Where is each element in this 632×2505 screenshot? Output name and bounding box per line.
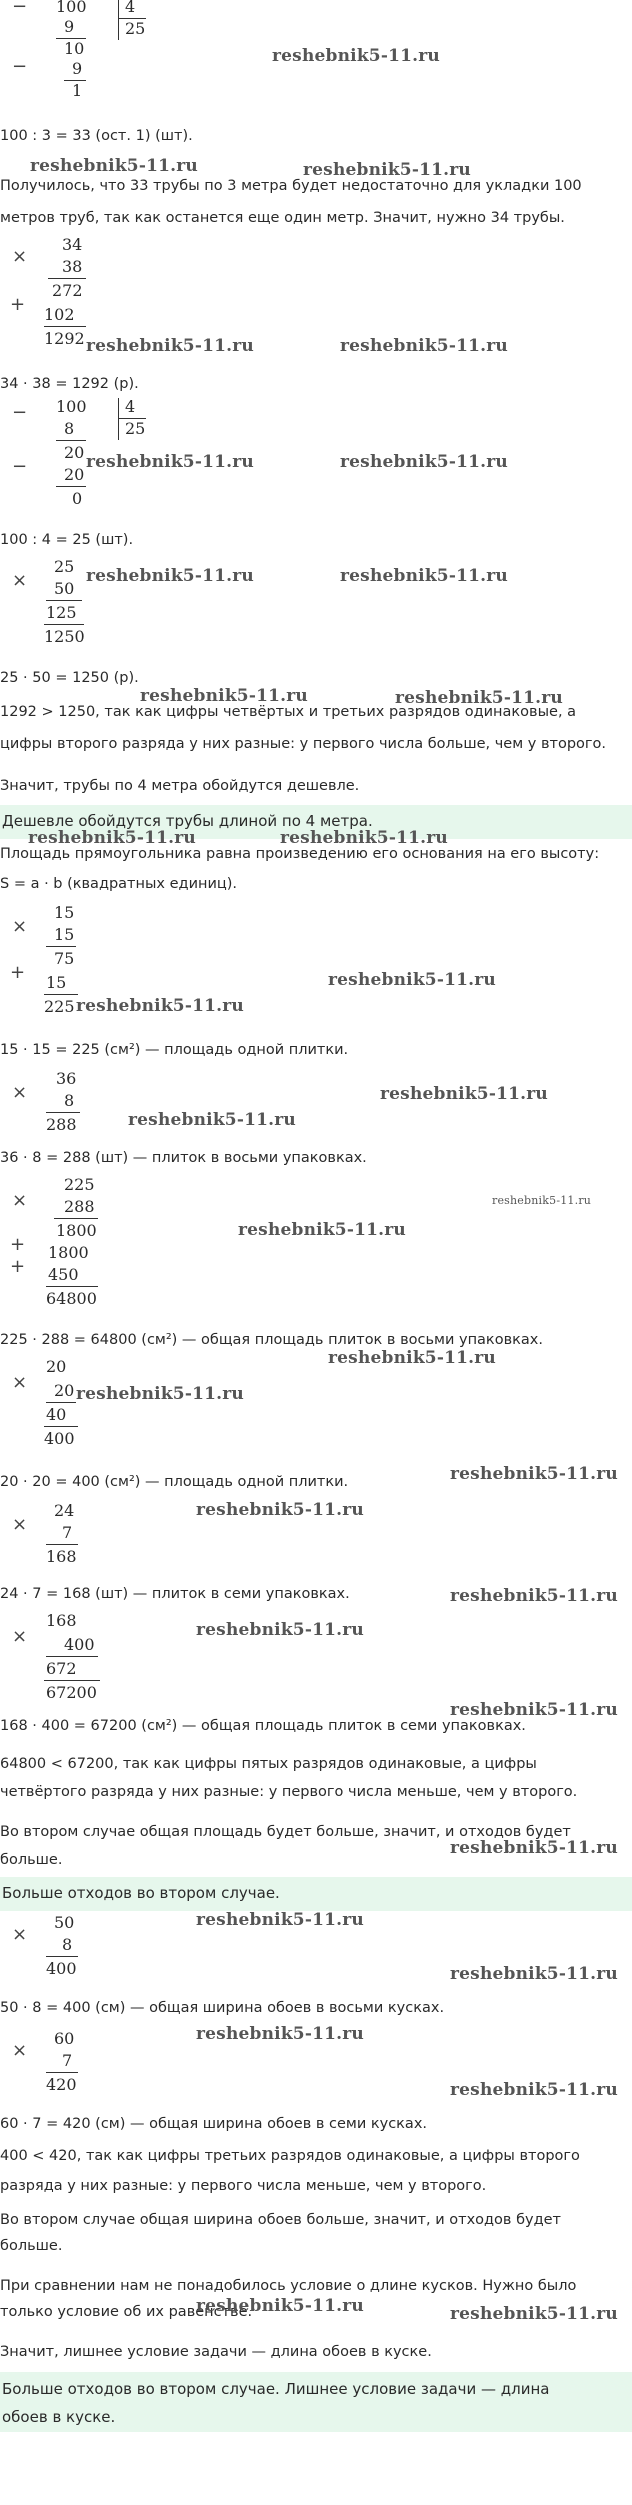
mult-line: [46, 1402, 76, 1403]
mult-line: [44, 994, 78, 995]
paragraph: 1292 > 1250, так как цифры четвёртых и третьих разрядов одинаковые, а: [0, 704, 577, 720]
equation-100-3: 100 : 3 = 33 (ост. 1) (шт).: [0, 128, 193, 144]
watermark: reshebnik5-11.ru: [450, 1838, 618, 1858]
paragraph: только условие об их равенстве.: [0, 2304, 253, 2320]
paragraph: цифры второго разряда у них разные: у первого числа больше, чем у второго.: [0, 736, 606, 752]
mult-line: [46, 600, 82, 601]
watermark: reshebnik5-11.ru: [280, 828, 448, 848]
division-line: [56, 486, 86, 487]
subtrahend: 9: [72, 59, 83, 78]
factor: 225: [64, 1175, 95, 1194]
minus-sign: −: [12, 402, 28, 423]
division-bar: [118, 0, 119, 40]
times-sign: ×: [12, 2040, 28, 2061]
times-sign: ×: [12, 1514, 28, 1535]
mult-line: [46, 1112, 80, 1113]
paragraph: Во втором случае общая площадь будет больше, значит, и отходов будет: [0, 1824, 571, 1840]
partial: 1800: [48, 1243, 89, 1262]
subtrahend: 8: [64, 419, 75, 438]
watermark: reshebnik5-11.ru: [76, 1384, 244, 1404]
watermark: reshebnik5-11.ru: [128, 1110, 296, 1130]
product: 64800: [46, 1289, 97, 1308]
factor: 60: [54, 2029, 75, 2048]
partial: 75: [54, 949, 75, 968]
paragraph: Значит, трубы по 4 метра обойдутся дешевле.: [0, 778, 360, 794]
answer-text: Больше отходов во втором случае.: [2, 1884, 280, 1902]
factor: 34: [62, 235, 83, 254]
factor: 36: [56, 1069, 77, 1088]
paragraph: 400 < 420, так как цифры третьих разрядов одинаковые, а цифры второго: [0, 2148, 580, 2164]
paragraph: Площадь прямоугольника равна произведению его основания на его высоту:: [0, 846, 600, 862]
minus-sign: −: [12, 56, 28, 77]
equation-20-20: 20 · 20 = 400 (см²) — площадь одной плитки.: [0, 1474, 349, 1490]
equation-50-8: 50 · 8 = 400 (см) — общая ширина обоев в восьми кусках.: [0, 2000, 445, 2016]
times-sign: ×: [12, 1372, 28, 1393]
plus-sign: +: [10, 1234, 26, 1255]
factor: 15: [54, 903, 75, 922]
watermark: reshebnik5-11.ru: [196, 1500, 364, 1520]
equation-168-400: 168 · 400 = 67200 (см²) — общая площадь плиток в семи упаковках.: [0, 1718, 526, 1734]
watermark: reshebnik5-11.ru: [450, 1464, 618, 1484]
remainder: 0: [72, 489, 83, 508]
paragraph: Во втором случае общая ширина обоев больше, значит, и отходов будет: [0, 2212, 561, 2228]
factor: 50: [54, 579, 75, 598]
watermark: reshebnik5-11.ru: [86, 452, 254, 472]
division-bar: [118, 398, 119, 440]
divisor: 4: [125, 397, 136, 416]
factor: 7: [62, 1523, 73, 1542]
times-sign: ×: [12, 1082, 28, 1103]
remainder: 10: [64, 39, 85, 58]
factor: 20: [54, 1381, 75, 1400]
watermark: reshebnik5-11.ru: [272, 46, 440, 66]
dividend: 100: [56, 0, 87, 16]
watermark: reshebnik5-11.ru: [86, 566, 254, 586]
factor: 400: [64, 1635, 95, 1654]
equation-25-50: 25 · 50 = 1250 (р).: [0, 670, 139, 686]
plus-sign: +: [10, 1256, 26, 1277]
mult-line: [44, 1680, 100, 1681]
watermark: reshebnik5-11.ru: [328, 1348, 496, 1368]
partial: 40: [46, 1405, 67, 1424]
factor: 25: [54, 557, 75, 576]
remainder: 20: [64, 443, 85, 462]
division-line: [56, 440, 86, 441]
remainder: 1: [72, 81, 83, 100]
answer-box: [0, 2372, 632, 2432]
subtrahend: 20: [64, 465, 85, 484]
watermark: reshebnik5-11.ru: [196, 1620, 364, 1640]
mult-line: [44, 1426, 78, 1427]
quotient: 25: [125, 419, 146, 438]
plus-sign: +: [10, 294, 26, 315]
factor: 8: [62, 1935, 73, 1954]
watermark: reshebnik5-11.ru: [140, 686, 308, 706]
watermark: reshebnik5-11.ru: [328, 970, 496, 990]
mult-line: [46, 1286, 98, 1287]
partial: 125: [46, 603, 77, 622]
equation-34-38: 34 · 38 = 1292 (р).: [0, 376, 139, 392]
times-sign: ×: [12, 1626, 28, 1647]
answer-text: обоев в куске.: [2, 2408, 116, 2426]
factor: 50: [54, 1913, 75, 1932]
mult-line: [44, 326, 86, 327]
answer-text: Дешевле обойдутся трубы длиной по 4 метра.: [2, 812, 373, 830]
divisor: 4: [125, 0, 136, 16]
watermark: reshebnik5-11.ru: [492, 1194, 592, 1207]
times-sign: ×: [12, 570, 28, 591]
partial: 15: [46, 973, 67, 992]
paragraph: Значит, лишнее условие задачи — длина обоев в куске.: [0, 2344, 432, 2360]
times-sign: ×: [12, 916, 28, 937]
equation-15-15: 15 · 15 = 225 (см²) — площадь одной плитки.: [0, 1042, 349, 1058]
partial: 102: [44, 305, 75, 324]
minus-sign: −: [12, 0, 28, 17]
product: 400: [46, 1959, 77, 1978]
paragraph: При сравнении нам не понадобилось условие о длине кусков. Нужно было: [0, 2278, 577, 2294]
paragraph: S = a · b (квадратных единиц).: [0, 876, 238, 892]
equation-60-7: 60 · 7 = 420 (см) — общая ширина обоев в семи кусках.: [0, 2116, 428, 2132]
watermark: reshebnik5-11.ru: [196, 2024, 364, 2044]
minus-sign: −: [12, 456, 28, 477]
factor: 38: [62, 257, 83, 276]
watermark: reshebnik5-11.ru: [303, 160, 471, 180]
answer-box: [0, 1877, 632, 1911]
watermark: reshebnik5-11.ru: [86, 336, 254, 356]
product: 420: [46, 2075, 77, 2094]
mult-line: [46, 1956, 78, 1957]
subtrahend: 9: [64, 17, 75, 36]
factor: 168: [46, 1611, 77, 1630]
watermark: reshebnik5-11.ru: [395, 688, 563, 708]
mult-line: [46, 946, 76, 947]
watermark: reshebnik5-11.ru: [450, 1700, 618, 1720]
paragraph: 64800 < 67200, так как цифры пятых разрядов одинаковые, а цифры: [0, 1756, 537, 1772]
paragraph: больше.: [0, 2238, 63, 2254]
mult-line: [46, 1656, 98, 1657]
partial: 272: [52, 281, 83, 300]
watermark: reshebnik5-11.ru: [450, 1586, 618, 1606]
watermark: reshebnik5-11.ru: [380, 1084, 548, 1104]
factor: 288: [64, 1197, 95, 1216]
plus-sign: +: [10, 962, 26, 983]
watermark: reshebnik5-11.ru: [76, 996, 244, 1016]
partial: 672: [46, 1659, 77, 1678]
paragraph: метров труб, так как останется еще один метр. Значит, нужно 34 трубы.: [0, 210, 565, 226]
watermark: reshebnik5-11.ru: [238, 1220, 406, 1240]
watermark: reshebnik5-11.ru: [340, 336, 508, 356]
factor: 20: [46, 1357, 67, 1376]
times-sign: ×: [12, 246, 28, 267]
watermark: reshebnik5-11.ru: [30, 156, 198, 176]
watermark: reshebnik5-11.ru: [196, 1910, 364, 1930]
factor: 7: [62, 2051, 73, 2070]
mult-line: [46, 1544, 78, 1545]
paragraph: Получилось, что 33 трубы по 3 метра будет недостаточно для укладки 100: [0, 178, 582, 194]
mult-line: [44, 624, 84, 625]
paragraph: четвёртого разряда у них разные: у первого числа меньше, чем у второго.: [0, 1784, 578, 1800]
equation-225-288: 225 · 288 = 64800 (см²) — общая площадь плиток в восьми упаковках.: [0, 1332, 543, 1348]
watermark: reshebnik5-11.ru: [340, 566, 508, 586]
mult-line: [46, 2072, 78, 2073]
mult-line: [54, 1218, 98, 1219]
partial: 450: [48, 1265, 79, 1284]
factor: 15: [54, 925, 75, 944]
watermark: reshebnik5-11.ru: [340, 452, 508, 472]
product: 225: [44, 997, 75, 1016]
watermark: reshebnik5-11.ru: [28, 828, 196, 848]
product: 67200: [46, 1683, 97, 1702]
times-sign: ×: [12, 1924, 28, 1945]
partial: 1800: [56, 1221, 97, 1240]
product: 1250: [44, 627, 85, 646]
watermark: reshebnik5-11.ru: [450, 2080, 618, 2100]
watermark: reshebnik5-11.ru: [196, 2296, 364, 2316]
product: 288: [46, 1115, 77, 1134]
mult-line: [48, 278, 86, 279]
product: 168: [46, 1547, 77, 1566]
paragraph: разряда у них разные: у первого числа меньше, чем у второго.: [0, 2178, 487, 2194]
paragraph: больше.: [0, 1852, 63, 1868]
watermark: reshebnik5-11.ru: [450, 2304, 618, 2324]
product: 400: [44, 1429, 75, 1448]
watermark: reshebnik5-11.ru: [450, 1964, 618, 1984]
product: 1292: [44, 329, 85, 348]
factor: 24: [54, 1501, 75, 1520]
quotient: 25: [125, 19, 146, 38]
answer-text: Больше отходов во втором случае. Лишнее условие задачи — длина: [2, 2380, 550, 2398]
times-sign: ×: [12, 1190, 28, 1211]
equation-24-7: 24 · 7 = 168 (шт) — плиток в семи упаковках.: [0, 1586, 350, 1602]
factor: 8: [64, 1091, 75, 1110]
equation-36-8: 36 · 8 = 288 (шт) — плиток в восьми упаковках.: [0, 1150, 367, 1166]
equation-100-4: 100 : 4 = 25 (шт).: [0, 532, 134, 548]
dividend: 100: [56, 397, 87, 416]
